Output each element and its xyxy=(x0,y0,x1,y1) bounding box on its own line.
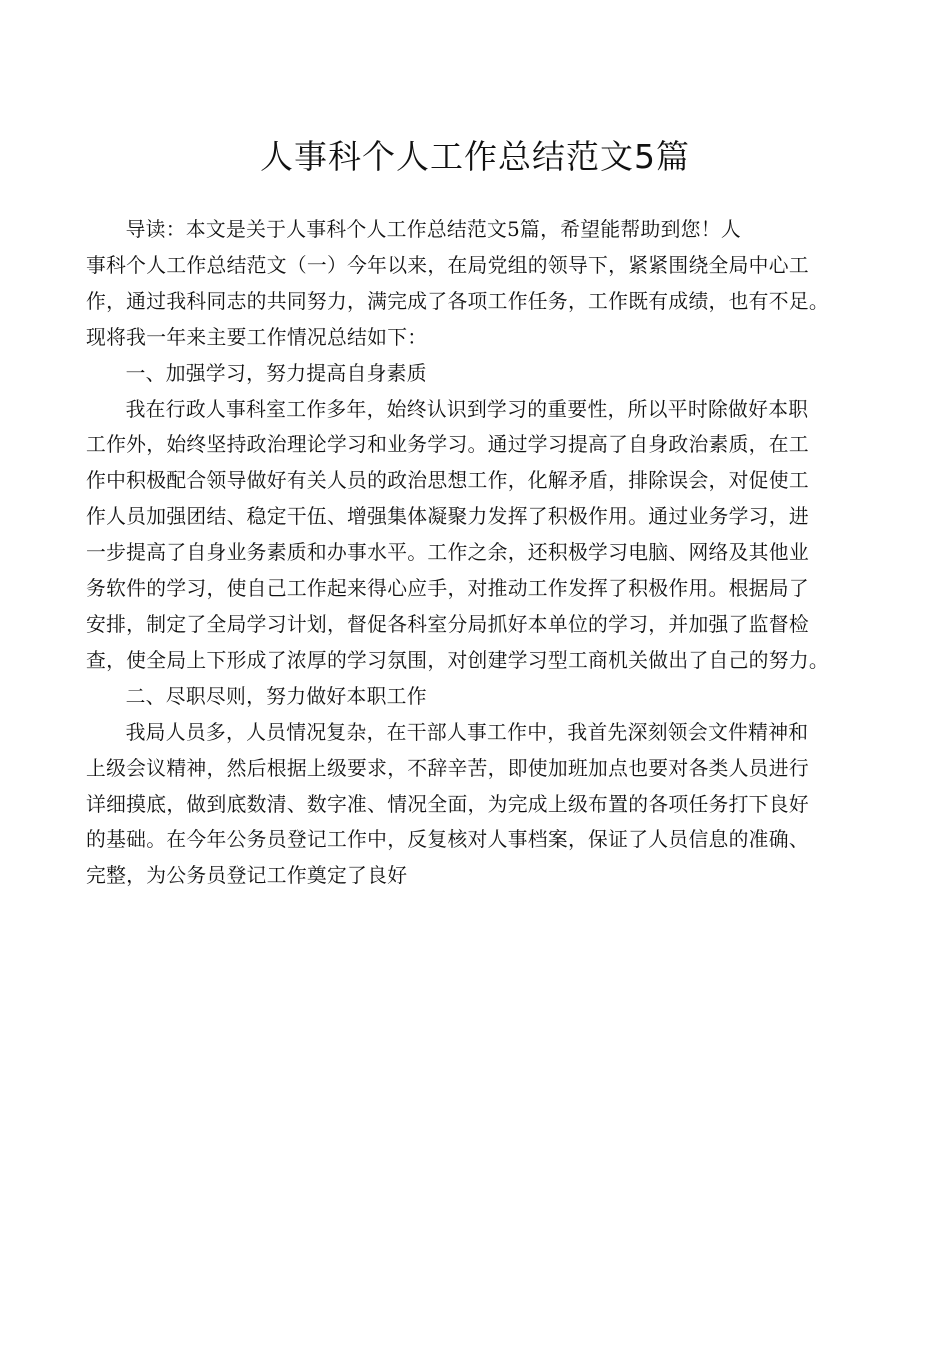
section-1-line: 作中积极配合领导做好有关人员的政治思想工作，化解矛盾，排除误会，对促使工 xyxy=(86,469,809,493)
section-1-line: 工作外，始终坚持政治理论学习和业务学习。通过学习提高了自身政治素质，在工 xyxy=(86,433,809,457)
section-2-line: 完整，为公务员登记工作奠定了良好 xyxy=(86,864,408,888)
intro-paragraph xyxy=(86,212,870,356)
section-1-line: 务软件的学习，使自己工作起来得心应手，对推动工作发挥了积极作用。根据局了 xyxy=(86,577,809,601)
section-1-line: 我在行政人事科室工作多年，始终认识到学习的重要性，所以平时除做好本职 xyxy=(125,397,809,421)
section-1-line: 一步提高了自身业务素质和办事水平。工作之余，还积极学习电脑、网络及其他业 xyxy=(86,541,809,565)
section-1-line: 查，使全局上下形成了浓厚的学习氛围，对创建学习型工商机关做出了自己的努力。 xyxy=(86,648,830,672)
section-1-paragraph xyxy=(86,392,870,679)
intro-line: 导读：本文是关于人事科个人工作总结范文5篇，希望能帮助到您！人 xyxy=(125,218,741,241)
section-2-line: 上级会议精神，然后根据上级要求，不辞辛苦，即使加班加点也要对各类人员进行 xyxy=(86,756,809,780)
section-2-line: 的基础。在今年公务员登记工作中，反复核对人事档案，保证了人员信息的准确、 xyxy=(86,828,809,852)
document-title: 人事科个人工作总结范文5篇 xyxy=(260,137,690,176)
section-1-line: 安排，制定了全局学习计划，督促各科室分局抓好本单位的学习，并加强了监督检 xyxy=(86,612,809,636)
document-body xyxy=(86,212,870,894)
section-2-line: 我局人员多，人员情况复杂，在干部人事工作中，我首先深刻领会文件精神和 xyxy=(125,720,809,744)
section-1-heading: 一、加强学习，努力提高自身素质 xyxy=(125,361,427,385)
intro-line: 现将我一年来主要工作情况总结如下： xyxy=(86,325,428,349)
intro-line: 作，通过我科同志的共同努力，满完成了各项工作任务，工作既有成绩，也有不足。 xyxy=(86,289,830,313)
section-2-paragraph xyxy=(86,715,870,895)
section-1-line: 作人员加强团结、稳定干伍、增强集体凝聚力发挥了积极作用。通过业务学习，进 xyxy=(86,505,809,529)
intro-line: 事科个人工作总结范文（一）今年以来，在局党组的领导下，紧紧围绕全局中心工 xyxy=(86,253,809,277)
section-2-heading: 二、尽职尽则，努力做好本职工作 xyxy=(125,684,427,708)
section-2-line: 详细摸底，做到底数清、数字准、情况全面，为完成上级布置的各项任务打下良好 xyxy=(86,792,809,816)
